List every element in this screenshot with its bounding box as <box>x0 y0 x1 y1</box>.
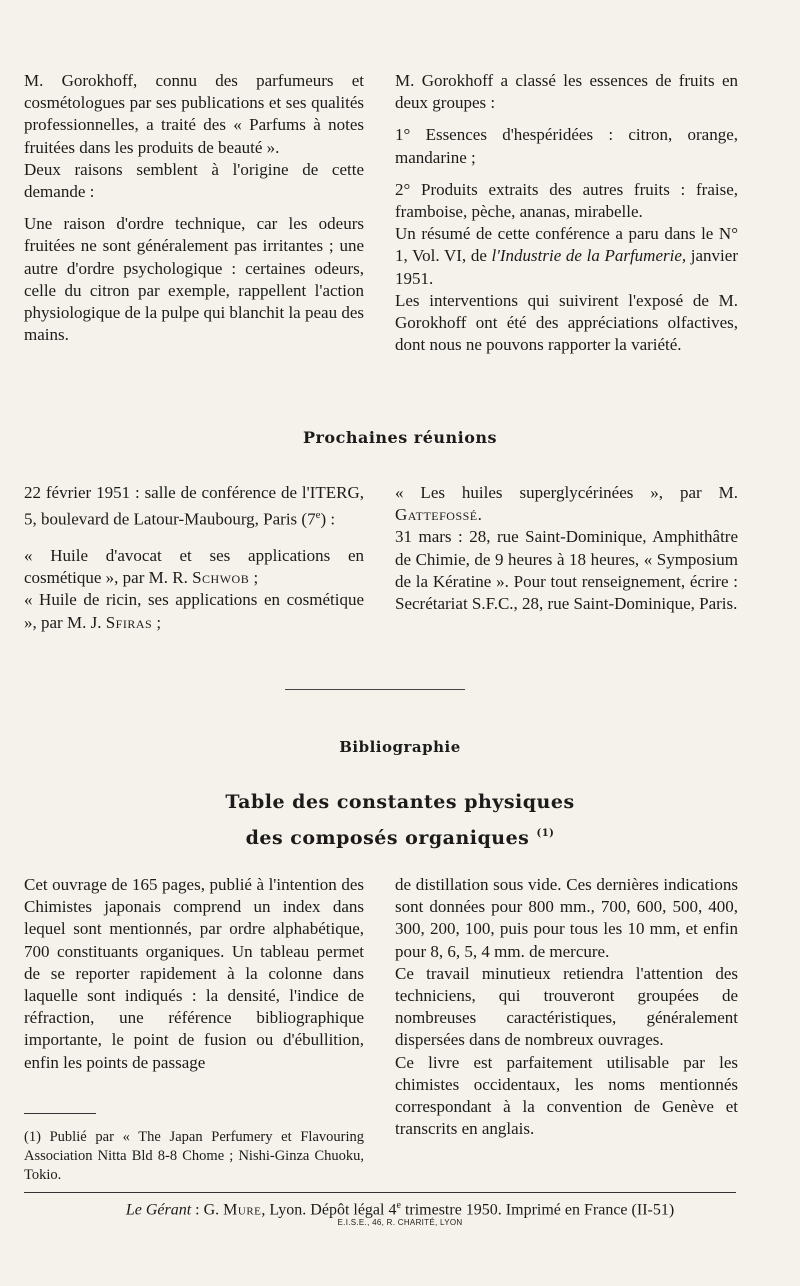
paragraph: Ce livre est parfaitement utilisable par les chimistes occidentaux, les noms mentionnés correspondant à la convention de Genève et transcrits en anglais. <box>395 1052 738 1139</box>
paragraph: 22 février 1951 : salle de conférence de l'ITERG, 5, boulevard de Latour-Maubourg, Paris (7e) : <box>24 483 364 529</box>
paragraph: Ce travail minutieux retiendra l'attention des techniciens, qui trouveront groupées de nombreuses caractéristiques, généralement dispersées dans de nombreux ouvrages. <box>395 963 738 1050</box>
author-name: Schwob <box>192 568 250 588</box>
paragraph: 31 mars : 28, rue Saint-Dominique, Amphithâtre de Chimie, de 9 heures à 18 heures, « Symposium de la Kératine ». Pour tout renseignement, écrire : Secrétariat S.F.C., 28, rue Saint-Dominique, Paris. <box>395 527 738 614</box>
author-name: Gattefossé <box>395 505 478 525</box>
section-heading-reunions: Prochaines réunions <box>302 428 498 447</box>
footer-imprint: Le Gérant : G. Mure, Lyon. Dépôt légal 4e trimestre 1950. Imprimé en France (II-51) <box>125 1200 675 1219</box>
journal-title: l'Industrie de la Parfumerie, <box>491 246 687 266</box>
paragraph: « Les huiles superglycérinées », par M. Gattefossé. <box>395 483 738 525</box>
printer-credit: E.I.S.E., 46, R. CHARITÉ, LYON <box>337 1218 463 1227</box>
paragraph: « Huile de ricin, ses applications en cosmétique », par M. J. Sfiras ; <box>24 590 364 632</box>
paragraph: Un résumé de cette conférence a paru dans le N° 1, Vol. VI, de l'Industrie de la Parfumerie, janvier 1951. <box>395 224 738 288</box>
bibliographie-right-column <box>395 874 738 1140</box>
book-title: Table des constantes physiques des composés organiques $^{(1)}$ <box>225 791 575 849</box>
paragraph: « Huile d'avocat et ses applications en cosmétique », par M. R. Schwob ; <box>24 546 364 588</box>
paragraph: Une raison d'ordre technique, car les odeurs fruitées ne sont généralement pas irritantes ; une autre d'ordre psychologique : certaines odeurs, celle du citron par exemple, rappellent l'action physiologique de la pulpe qui blanchit la peau des mains. <box>24 214 364 345</box>
paragraph: M. Gorokhoff a classé les essences de fruits en deux groupes : <box>395 71 738 113</box>
section-divider <box>285 689 465 690</box>
reunions-left-column <box>24 482 364 634</box>
paragraph: 2° Produits extraits des autres fruits : fraise, framboise, pèche, ananas, mirabelle. <box>395 179 738 222</box>
author-name: Sfiras <box>105 612 153 632</box>
paragraph: Deux raisons semblent à l'origine de cette demande : <box>24 159 364 202</box>
footnote-ref: (1) <box>536 828 555 839</box>
intro-right-column <box>395 70 738 356</box>
footnote-divider <box>24 1113 96 1114</box>
paragraph: Les interventions qui suivirent l'exposé de M. Gorokhoff ont été des appréciations olfactives, dont nous ne pouvons rapporter la variété. <box>395 290 738 355</box>
section-heading-bibliographie: Bibliographie <box>339 738 461 756</box>
paragraph: M. Gorokhoff, connu des parfumeurs et cosmétologues par ses publications et ses qualités professionnelles, a traité des « Parfums à notes fruitées dans les produits de beauté ». <box>24 71 364 157</box>
paragraph: de distillation sous vide. Ces dernières indications sont données pour 800 mm., 700, 600, 500, 400, 300, 200, 100, puis pour tous les 10 mm, et enfin pour 8, 6, 5, 4 mm. de mercure. <box>395 875 738 961</box>
paragraph: Cet ouvrage de 165 pages, publié à l'intention des Chimistes japonais comprend un index dans lequel sont mentionnés, par ordre alphabétique, 700 constituants organiques. Un tableau permet de se reporter rapidement à la colonne dans laquelle sont indiqués : la densité, l'indice de réfraction, une référence bibliographique importante, le point de fusion ou d'ébullition, enfin les points de passage <box>24 875 364 1072</box>
reunions-right-column <box>395 482 738 615</box>
footnote: (1) Publié par « The Japan Perfumery et Flavouring Association Nitta Bld 8-8 Chome ; Nishi-Ginza Chuoku, Tokio. <box>24 1129 364 1183</box>
intro-left-column <box>24 70 364 346</box>
bibliographie-left-column <box>24 874 364 1074</box>
paragraph: 1° Essences d'hespéridées : citron, orange, mandarine ; <box>395 125 738 167</box>
footer-divider <box>24 1192 736 1193</box>
